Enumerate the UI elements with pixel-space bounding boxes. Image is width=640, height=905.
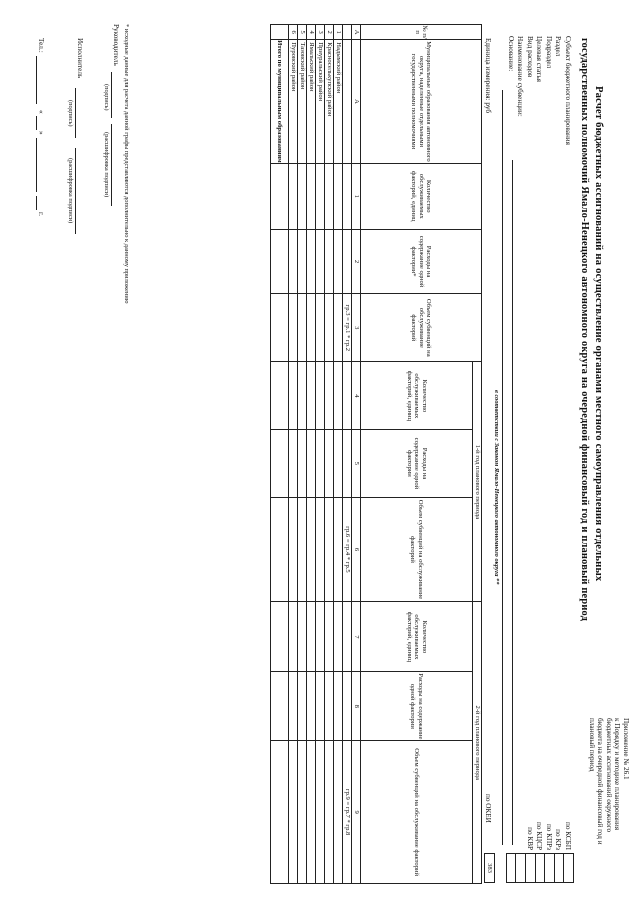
header-count: Количество обслуживаемых факторий, единиц: [361, 163, 482, 229]
footnote: * исходные данные для расчета данной графы представляются дополнительно к данному приложению: [123, 24, 130, 304]
date-day-line: [36, 116, 37, 130]
header-year1: 1-й год планового периода: [473, 362, 482, 602]
index-row: [352, 25, 361, 884]
table-row: [307, 25, 316, 884]
date-month-line: [36, 138, 37, 192]
code-box[interactable]: [564, 854, 574, 883]
okei-label: по ОКЕИ: [484, 794, 492, 823]
head-sign-caption: (подпись): [103, 84, 110, 111]
appendix-line-2: к Порядку и методике планирования: [613, 718, 622, 831]
index-cell: 7: [352, 602, 361, 672]
appendix-line-4: бюджета на очередной финансовый год и: [596, 718, 605, 845]
row-num: 1: [334, 25, 343, 40]
phone-line: [36, 56, 37, 104]
row-num: 6: [289, 25, 298, 40]
row-name: Пуровский район: [289, 40, 298, 163]
header-y2-count: Количество обслуживаемых факторий, единиц: [361, 602, 473, 672]
code-kvr: по КВР: [526, 827, 534, 850]
field-codes: [525, 792, 573, 850]
field-label-expense-type: Вид расходов: [526, 36, 534, 78]
field-label-basis: Основание:: [507, 36, 515, 72]
index-cell: 1: [352, 163, 361, 229]
index-cell: 3: [352, 294, 361, 362]
okei-value: 383: [485, 854, 495, 883]
date-open-quote: «: [37, 110, 45, 114]
row-num: 2: [325, 25, 334, 40]
header-y1-volume: Объем субвенций на обслуживание факторий: [361, 497, 473, 602]
header-cost: Расходы на содержание одной фактории*: [361, 229, 482, 293]
code-box[interactable]: [516, 854, 526, 883]
date-year-line: [36, 196, 37, 210]
formula-c9: гр.9 = гр.7 * гр.8: [343, 741, 352, 884]
executor-sign-line: [75, 88, 76, 138]
row-name: Приуральский район: [316, 40, 325, 163]
index-cell: А: [352, 40, 361, 163]
document-subtitle: государственных полномочий Ямало-Ненецкого автономного округа на очередной финансовый год и плановый период: [579, 38, 590, 622]
formula-c3: гр.3 = гр.1 * гр.2: [343, 294, 352, 362]
row-name: Надымский район: [334, 40, 343, 163]
index-cell: 9: [352, 741, 361, 884]
code-box[interactable]: [506, 854, 516, 883]
index-cell: 2: [352, 229, 361, 293]
index-cell: 4: [352, 362, 361, 430]
header-y2-cost: Расходы на содержание одной фактории: [361, 672, 473, 741]
document-title: Расчет бюджетных ассигнований на осуществление органами местного самоуправления отдельных: [593, 86, 604, 582]
header-y2-volume: Объем субвенций на обслуживание факторий: [361, 741, 473, 884]
field-labels: [506, 36, 573, 145]
row-num: 5: [298, 25, 307, 40]
basis-text: в соответствии с Законом Ямало-Ненецкого автономного округа **: [493, 390, 500, 585]
head-sign-line: [111, 72, 112, 118]
date-close-quote: »: [37, 131, 45, 135]
code-boxes: [506, 853, 574, 883]
table-row: [289, 25, 298, 884]
subvention-table: [270, 24, 482, 884]
row-name: Красноселькупский район: [325, 40, 334, 163]
table-row: [298, 25, 307, 884]
table-row: [325, 25, 334, 884]
table-row: [334, 25, 343, 884]
formula-c6: гр.6 = гр.4 * гр.5: [343, 497, 352, 602]
index-cell: А: [352, 25, 361, 40]
table-row: [316, 25, 325, 884]
field-label-section: Раздел: [554, 36, 563, 57]
row-name: Тазовский район: [298, 40, 307, 163]
header-volume: Объем субвенций на обслуживание факторий: [361, 294, 482, 362]
total-row: [271, 25, 289, 884]
header-year2: 2-й год планового периода: [473, 602, 482, 884]
basis-underline: [502, 90, 503, 845]
appendix-line-3: бюджетных ассигнований окружного: [604, 718, 613, 833]
okei-box: [484, 853, 495, 883]
head-decode-caption: (расшифровка подписи): [103, 132, 110, 198]
executor-decode-caption: (расшифровка подписи): [67, 158, 74, 224]
code-box[interactable]: [526, 854, 536, 883]
appendix-note: [587, 718, 630, 845]
field-label-target: Целевая статья: [535, 36, 544, 82]
row-num: 3: [316, 25, 325, 40]
code-box[interactable]: [545, 854, 555, 883]
header-num: № п/п: [361, 25, 482, 40]
index-cell: 5: [352, 430, 361, 497]
date-year-suffix: г.: [37, 212, 45, 216]
formula-row: [343, 25, 352, 884]
field-label-subsection: Подраздел: [545, 36, 553, 69]
code-ksbp: по КСБП: [564, 822, 572, 850]
field-label-subject: Субъект бюджетного планирования: [564, 36, 572, 145]
row-num: 4: [307, 25, 316, 40]
executor-sign-caption: (подпись): [67, 100, 74, 127]
total-label: Итого по муниципальным образованиям: [271, 40, 289, 163]
subvention-underline: [512, 160, 513, 845]
head-decode-line: [111, 124, 112, 206]
head-label: Руководитель: [112, 24, 120, 66]
header-municipality: Муниципальные образования автономного округа, наделенные отдельными государственными полномочиями: [361, 40, 482, 163]
unit-label: Единица измерения: руб: [484, 38, 492, 113]
header-y1-cost: Расходы на содержание одной фактории: [361, 430, 473, 497]
code-krz: по КРз: [554, 829, 563, 850]
executor-label: Исполнитель: [76, 38, 84, 79]
index-cell: 8: [352, 672, 361, 741]
header-y1-count: Количество обслуживаемых факторий, единиц: [361, 362, 473, 430]
executor-decode-line: [75, 148, 76, 234]
appendix-line-1: Приложение № 26.1: [622, 718, 630, 780]
appendix-line-5: плановый период: [587, 718, 596, 772]
code-box[interactable]: [535, 854, 545, 883]
code-kprz: по КПРз: [545, 823, 553, 850]
row-name: Ямальский район: [307, 40, 316, 163]
index-cell: 6: [352, 497, 361, 602]
code-kcsr: по КЦСР: [535, 821, 544, 850]
code-box[interactable]: [554, 854, 564, 883]
field-label-subvention: Наименование субвенции:: [516, 36, 525, 117]
phone-label: Тел.:: [37, 38, 45, 53]
